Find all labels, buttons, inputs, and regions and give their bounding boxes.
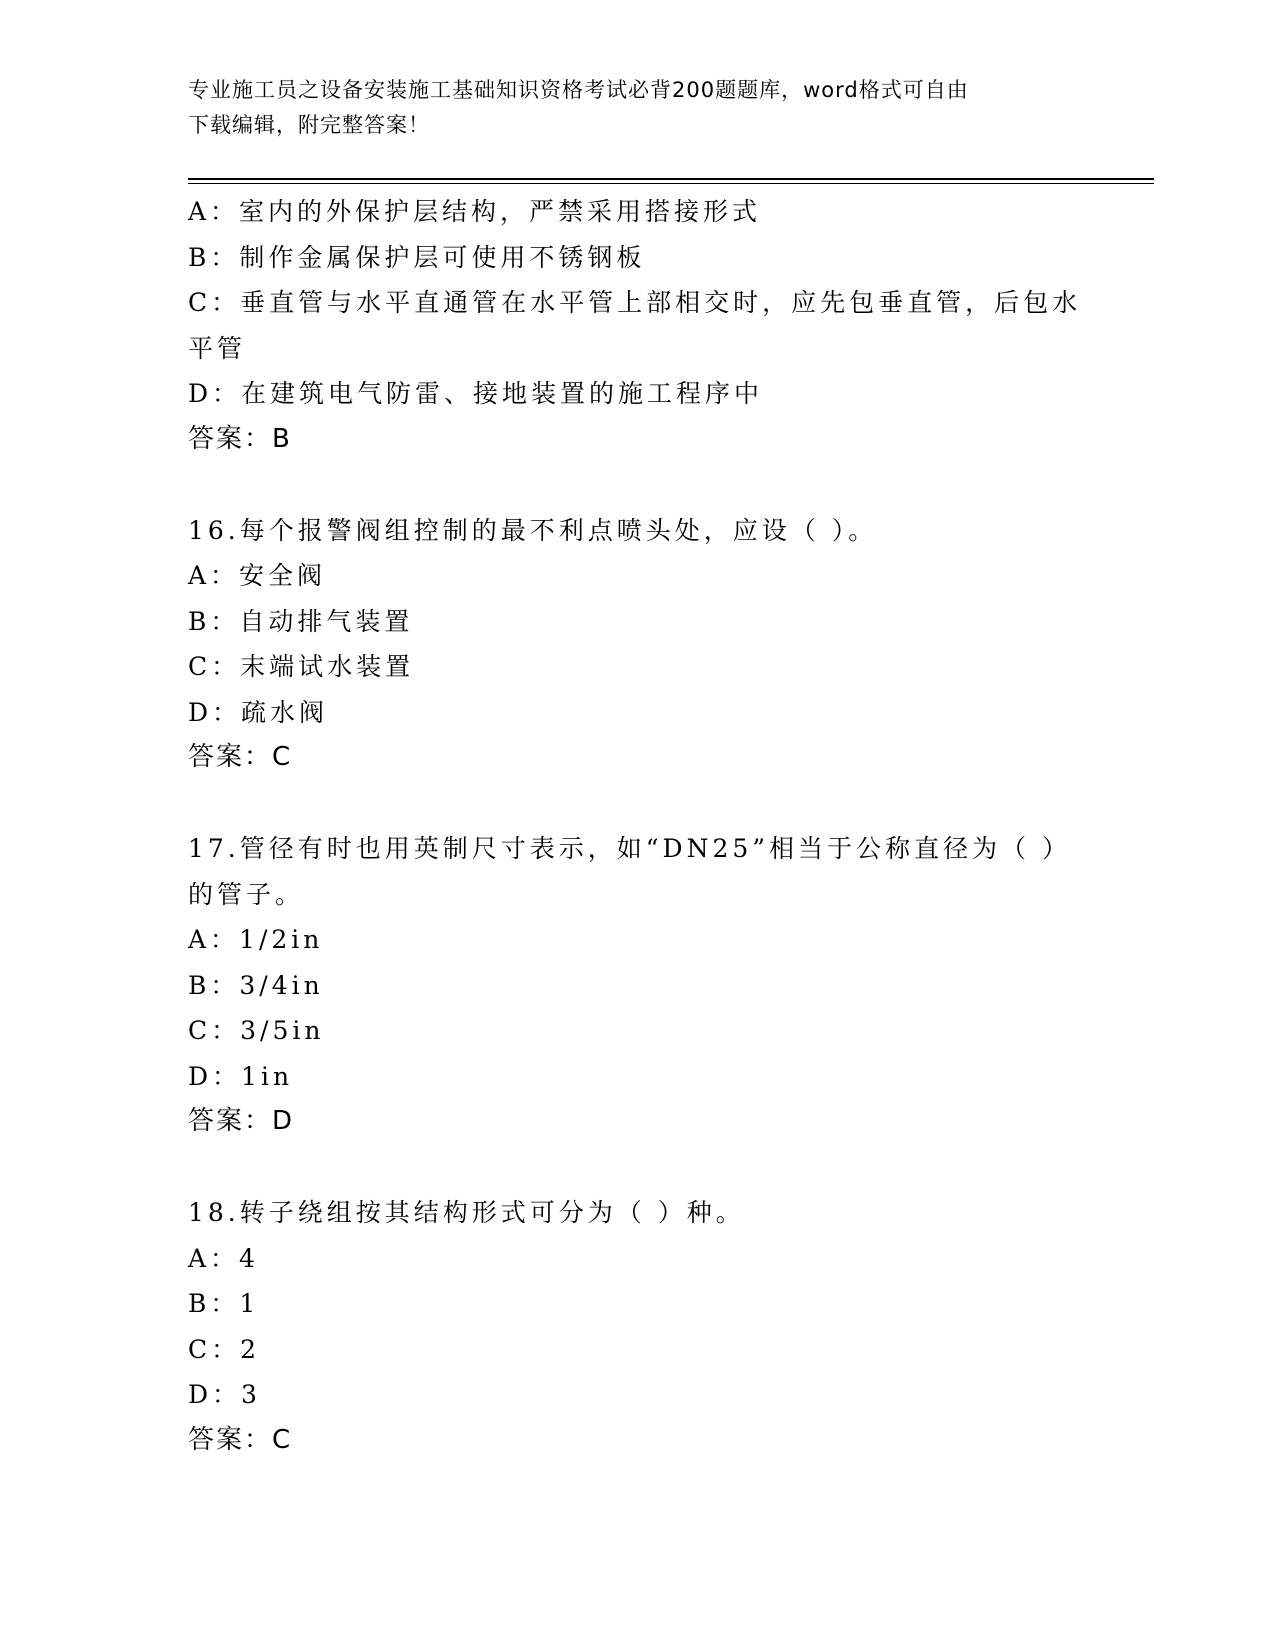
question-15-block (188, 189, 1088, 462)
answer-label: 答案：C (188, 742, 293, 772)
option-d: D：疏水阀 (188, 697, 329, 727)
option-c: C：末端试水装置 (188, 652, 415, 681)
option-b: B：自动排气装置 (188, 606, 414, 636)
header-divider-thin (188, 183, 1154, 184)
answer-label: 答案：C (188, 1424, 293, 1455)
option-d: D：在建筑电气防雷、接地装置的施工程序中 (188, 379, 764, 408)
option-b: B：3/4in (188, 970, 324, 1000)
option-a: A：1/2in (188, 925, 324, 954)
answer-label: 答案：D (188, 1106, 295, 1136)
question-text-continued: 的管子。 (188, 879, 305, 909)
option-c: C：2 (188, 1334, 261, 1364)
option-a: A：室内的外保护层结构，严禁采用搭接形式 (188, 197, 762, 226)
option-c: C：3/5in (188, 1016, 325, 1045)
question-text: 17.管径有时也用英制尺寸表示，如“DN25”相当于公称直径为（ ） (188, 834, 1071, 863)
option-a: A：4 (188, 1243, 259, 1273)
question-text: 16.每个报警阀组控制的最不利点喷头处，应设（ ）。 (188, 515, 878, 545)
spacer (188, 1145, 1088, 1191)
option-a: A：安全阀 (188, 561, 327, 590)
spacer (188, 462, 1088, 508)
question-text: 18.转子绕组按其结构形式可分为（ ）种。 (188, 1198, 745, 1227)
header-divider-thick (188, 178, 1154, 180)
option-d: D：3 (188, 1380, 261, 1409)
option-d: D：1in (188, 1061, 294, 1091)
spacer (188, 781, 1088, 827)
question-18-block (188, 1190, 1088, 1463)
question-17-block (188, 826, 1088, 1145)
option-b: B：制作金属保护层可使用不锈钢板 (188, 242, 646, 272)
header-line-1: 专业施工员之设备安装施工基础知识资格考试必背200题题库，word格式可自由 (188, 78, 969, 102)
header-line-2: 下载编辑，附完整答案！ (188, 113, 430, 137)
option-c: C：垂直管与水平直通管在水平管上部相交时，应先包垂直管，后包水 (188, 288, 1082, 317)
question-content (188, 189, 1088, 1463)
option-b: B：1 (188, 1289, 260, 1318)
document-header (188, 73, 1068, 143)
question-16-block (188, 508, 1088, 781)
option-c-continued: 平管 (188, 333, 247, 363)
answer-label: 答案：B (188, 423, 292, 454)
